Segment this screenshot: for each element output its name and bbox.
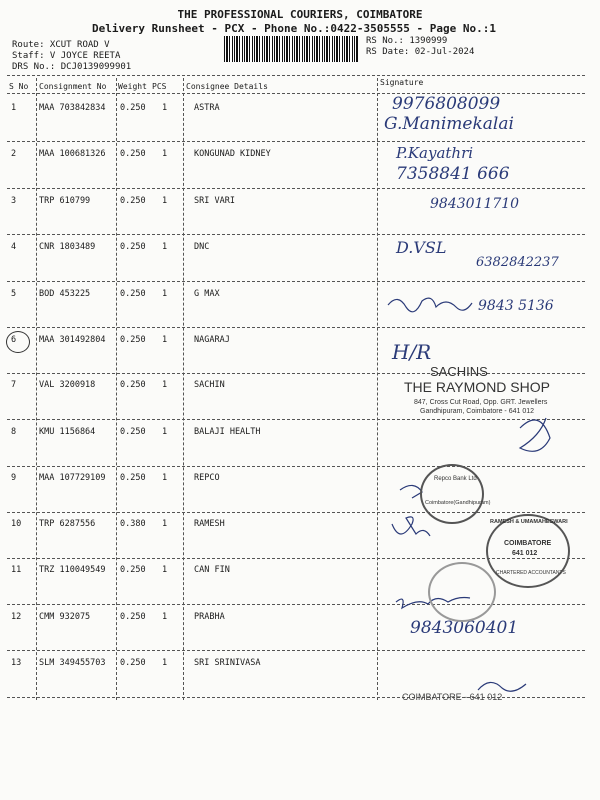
cell-consignment: KMU 1156864 bbox=[39, 427, 96, 437]
cell-consignee: SRI VARI bbox=[194, 196, 235, 206]
cell-weight: 0.250 bbox=[120, 335, 146, 345]
stamp-ramesh-city: COIMBATORE bbox=[504, 540, 552, 547]
cell-consignment: CNR 1803489 bbox=[39, 242, 96, 252]
stamp-ramesh: RAMESH & UMAMAHESWARI bbox=[490, 519, 568, 525]
signature-row-1-name: G.Manimekalai bbox=[384, 114, 514, 134]
signature-row-12: 9843060401 bbox=[410, 618, 519, 638]
cell-consignee: PRABHA bbox=[194, 612, 225, 622]
cell-consignee: CAN FIN bbox=[194, 565, 230, 575]
stamp-repco-seal bbox=[420, 464, 484, 524]
col-signature: Signature bbox=[380, 78, 424, 87]
cell-pcs: 1 bbox=[162, 196, 168, 206]
cell-sno: 8 bbox=[11, 427, 17, 437]
cell-consignment: MAA 301492804 bbox=[39, 335, 106, 345]
cell-weight: 0.380 bbox=[120, 519, 146, 529]
cell-consignment: TRP 610799 bbox=[39, 196, 91, 206]
cell-pcs: 1 bbox=[162, 565, 168, 575]
cell-consignment: CMM 932075 bbox=[39, 612, 91, 622]
stamp-raymond: THE RAYMOND SHOP bbox=[404, 379, 550, 395]
signature-row-3: 9843011710 bbox=[430, 196, 520, 212]
cell-consignee: BALAJI HEALTH bbox=[194, 427, 261, 437]
cell-consignee: KONGUNAD KIDNEY bbox=[194, 149, 271, 159]
cell-weight: 0.250 bbox=[120, 103, 146, 113]
cell-sno: 7 bbox=[11, 380, 17, 390]
col-pcs: PCS bbox=[152, 82, 167, 91]
scribble-row-10 bbox=[392, 517, 430, 536]
cell-consignment: MAA 100681326 bbox=[39, 149, 106, 159]
cell-consignment: BOD 453225 bbox=[39, 289, 91, 299]
cell-sno: 13 bbox=[11, 658, 22, 668]
col-consignee: Consignee Details bbox=[186, 82, 268, 91]
signature-row-4-name: D.VSL bbox=[396, 238, 447, 257]
cell-pcs: 1 bbox=[162, 519, 168, 529]
runsheet-subtitle: Delivery Runsheet - PCX - Phone No.:0422-3505555 - Page No.:1 bbox=[92, 22, 496, 35]
col-sno: S No bbox=[9, 82, 29, 91]
cell-sno: 5 bbox=[11, 289, 17, 299]
stamp-raymond-city: Gandhipuram, Coimbatore - 641 012 bbox=[420, 408, 535, 415]
cell-sno: 4 bbox=[11, 242, 17, 252]
cell-pcs: 1 bbox=[162, 289, 168, 299]
cell-weight: 0.250 bbox=[120, 242, 146, 252]
drs-number: DRS No.: DCJ0139099901 bbox=[12, 62, 132, 72]
cell-weight: 0.250 bbox=[120, 149, 146, 159]
cell-sno: 2 bbox=[11, 149, 17, 159]
cell-weight: 0.250 bbox=[120, 196, 146, 206]
col-consignment: Consignment No bbox=[39, 82, 107, 91]
stamp-canfin-seal bbox=[428, 562, 496, 622]
staff-label: Staff: V JOYCE REETA bbox=[12, 51, 121, 61]
cell-weight: 0.250 bbox=[120, 658, 146, 668]
cell-sno: 1 bbox=[11, 103, 17, 113]
cell-weight: 0.250 bbox=[120, 565, 146, 575]
cell-consignee: ASTRA bbox=[194, 103, 220, 113]
route-label: Route: XCUT ROAD V bbox=[12, 40, 110, 50]
cell-sno: 11 bbox=[11, 565, 22, 575]
cell-sno: 9 bbox=[11, 473, 17, 483]
scribble-row-9 bbox=[400, 485, 422, 498]
cell-consignment: TRP 6287556 bbox=[39, 519, 96, 529]
cell-pcs: 1 bbox=[162, 380, 168, 390]
stamp-sachins: SACHINS bbox=[430, 364, 488, 379]
cell-weight: 0.250 bbox=[120, 427, 146, 437]
company-title: THE PROFESSIONAL COURIERS, COIMBATORE bbox=[177, 8, 423, 21]
cell-weight: 0.250 bbox=[120, 612, 146, 622]
cell-consignee: SRI SRINIVASA bbox=[194, 658, 261, 668]
cell-consignee: G MAX bbox=[194, 289, 220, 299]
stamp-raymond-address: 847, Cross Cut Road, Opp. GRT. Jewellers bbox=[414, 399, 548, 406]
cell-pcs: 1 bbox=[162, 335, 168, 345]
signature-row-2-phone: 7358841 666 bbox=[396, 164, 510, 184]
cell-pcs: 1 bbox=[162, 242, 168, 252]
signature-row-5: 9843 5136 bbox=[478, 298, 554, 314]
scribble-row-5 bbox=[388, 298, 472, 312]
signature-row-1-phone: 9976808099 bbox=[392, 94, 501, 114]
scribble-row-8 bbox=[520, 418, 550, 451]
stamp-ramesh-tag: CHARTERED ACCOUNTANTS bbox=[496, 570, 566, 576]
cell-sno: 12 bbox=[11, 612, 22, 622]
rs-date: RS Date: 02-Jul-2024 bbox=[366, 47, 475, 57]
col-weight: Weight bbox=[118, 82, 147, 91]
scribble-row-13 bbox=[478, 682, 526, 691]
cell-weight: 0.250 bbox=[120, 289, 146, 299]
signature-row-2-name: P.Kayathri bbox=[396, 144, 474, 162]
cell-pcs: 1 bbox=[162, 427, 168, 437]
cell-consignment: MAA 703842834 bbox=[39, 103, 106, 113]
cell-weight: 0.250 bbox=[120, 473, 146, 483]
cell-pcs: 1 bbox=[162, 658, 168, 668]
stamp-srinivasa-bottom: COIMBATORE - 641 012 bbox=[402, 692, 503, 702]
stamp-repco-place: Coimbatore(Gandhipuram) bbox=[425, 500, 491, 506]
signature-row-4-phone: 6382842237 bbox=[476, 255, 559, 270]
cell-pcs: 1 bbox=[162, 149, 168, 159]
cell-consignee: REPCO bbox=[194, 473, 220, 483]
cell-consignment: VAL 3200918 bbox=[39, 380, 96, 390]
stamp-ramesh-pin: 641 012 bbox=[512, 550, 538, 557]
cell-sno: 6 bbox=[11, 335, 17, 345]
rs-number: RS No.: 1390999 bbox=[366, 36, 448, 46]
cell-sno: 3 bbox=[11, 196, 17, 206]
cell-consignee: SACHIN bbox=[194, 380, 225, 390]
cell-pcs: 1 bbox=[162, 103, 168, 113]
cell-weight: 0.250 bbox=[120, 380, 146, 390]
cell-pcs: 1 bbox=[162, 473, 168, 483]
cell-consignee: NAGARAJ bbox=[194, 335, 230, 345]
cell-consignment: MAA 107729109 bbox=[39, 473, 106, 483]
stamp-repco: Repco Bank Ltd bbox=[434, 476, 477, 482]
cell-consignment: TRZ 110049549 bbox=[39, 565, 106, 575]
cell-consignee: RAMESH bbox=[194, 519, 225, 529]
cell-consignment: SLM 349455703 bbox=[39, 658, 106, 668]
cell-consignee: DNC bbox=[194, 242, 210, 252]
cell-sno: 10 bbox=[11, 519, 22, 529]
cell-pcs: 1 bbox=[162, 612, 168, 622]
signature-row-6: H/R bbox=[392, 340, 432, 364]
